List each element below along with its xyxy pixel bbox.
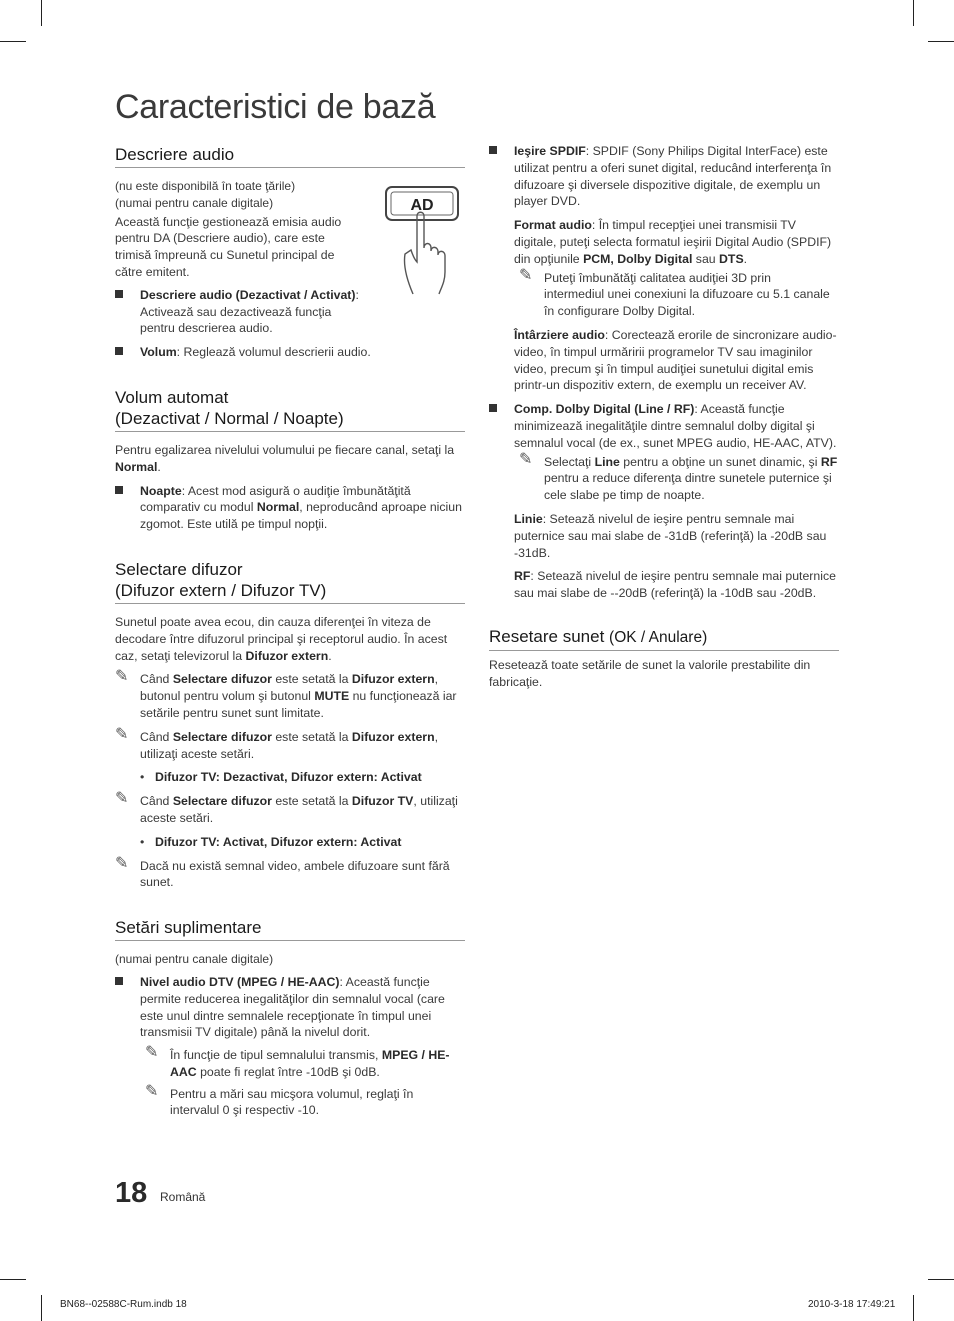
heading-line: (Difuzor extern / Difuzor TV) bbox=[115, 580, 327, 600]
option-text: , neproducând aproape niciun zgomot. Este utilă pe timpul nopţii. bbox=[140, 500, 462, 532]
text: Când bbox=[140, 672, 173, 687]
option-label: Difuzor extern bbox=[245, 648, 329, 663]
pencil-note-icon: ✎ bbox=[145, 1082, 159, 1100]
option-label: Difuzor extern bbox=[351, 672, 435, 687]
option-label: Difuzor TV bbox=[351, 794, 414, 809]
pencil-note-icon: ✎ bbox=[115, 725, 129, 743]
text: . bbox=[157, 459, 161, 474]
availability-note: (nu este disponibilă în toate ţările) bbox=[115, 179, 296, 193]
text: este setată la bbox=[271, 729, 352, 744]
list-item bbox=[489, 143, 839, 210]
crop-mark bbox=[41, 0, 42, 26]
text: Dacă nu există semnal video, ambele difuzoare sunt fără sunet. bbox=[140, 858, 450, 890]
text: poate fi reglat între -10dB şi 0dB. bbox=[196, 1064, 380, 1079]
section-heading-additional-settings: Setări suplimentare bbox=[115, 917, 465, 941]
print-slug-date: 2010-3-18 17:49:21 bbox=[808, 1299, 896, 1310]
note-item bbox=[115, 854, 465, 892]
text: Pentru egalizarea nivelului volumului pe fiecare canal, setaţi la bbox=[115, 442, 455, 457]
section-heading-speaker-select bbox=[115, 559, 465, 604]
option-label: Noapte bbox=[140, 483, 182, 498]
heading-line: Volum automat bbox=[115, 387, 229, 407]
note-item bbox=[145, 1044, 465, 1081]
option-text: : Acest mod asigură o audiţie îmbunătăţită comparativ cu modul bbox=[140, 483, 411, 515]
page-number: 18 bbox=[115, 1177, 148, 1209]
note-item bbox=[115, 790, 465, 827]
pencil-note-icon: ✎ bbox=[115, 668, 129, 686]
heading-subtitle: (OK / Anulare) bbox=[609, 628, 708, 646]
text: pentru a obţine un sunet dinamic, şi bbox=[619, 454, 821, 469]
list-item bbox=[115, 974, 465, 1041]
option-label: MPEG / HE-AAC bbox=[170, 1048, 450, 1079]
pencil-note-icon: ✎ bbox=[519, 266, 533, 284]
setting-value: Difuzor TV: Activat, Difuzor extern: Activat bbox=[155, 834, 402, 849]
option-text: : Activează sau dezactivează funcţia pentru descrierea audio. bbox=[140, 287, 359, 336]
option-label: Comp. Dolby Digital (Line / RF) bbox=[514, 402, 695, 417]
section-heading-auto-volume bbox=[115, 387, 465, 432]
text: : Corectează erorile de sincronizare audio-video, în timpul urmăririi programelor TV sau imaginilor video, precum şi în timpul audiţiei sunetului digital emis printr-un dispozitiv extern, de exemplu un receiver AV. bbox=[514, 327, 837, 393]
option-label: RF bbox=[820, 454, 838, 469]
crop-mark bbox=[0, 1279, 26, 1280]
option-label: Line bbox=[594, 454, 620, 469]
crop-mark bbox=[913, 1295, 914, 1321]
option-label: Selectare difuzor bbox=[172, 729, 272, 744]
setting-value: Difuzor TV: Dezactivat, Difuzor extern: Activat bbox=[155, 770, 422, 785]
option-label: Normal bbox=[115, 459, 158, 474]
option-label: PCM, Dolby Digital bbox=[583, 251, 693, 266]
text: pentru a reduce diferenţa dintre sunetele puternice şi cele slabe pe timp de noapte. bbox=[544, 471, 832, 503]
pencil-note-icon: ✎ bbox=[519, 450, 533, 468]
line-paragraph bbox=[489, 511, 839, 561]
list-item bbox=[115, 287, 365, 337]
text: nu funcţionează iar setările pentru sunet sunt limitate. bbox=[140, 689, 457, 720]
text: : Setează nivelul de ieşire pentru semnale mai puternice sau mai slabe de -31dB (referinţă) la -20dB sau -31dB. bbox=[514, 511, 827, 560]
list-item bbox=[115, 769, 465, 786]
crop-mark bbox=[928, 41, 954, 42]
option-label: Normal bbox=[256, 500, 300, 515]
text: este setată la bbox=[271, 672, 352, 687]
text: În funcţie de tipul semnalului transmis, bbox=[170, 1048, 382, 1063]
crop-mark bbox=[41, 1295, 42, 1321]
option-label: Difuzor extern bbox=[351, 729, 435, 744]
option-text: : Această funcţie permite reducerea inegalităţilor din semnalul vocal (care este unul dintre semnalele recepţionate în timpul unei transmisii TV digitale) până la nivelul dorit. bbox=[140, 974, 445, 1040]
note-item bbox=[519, 266, 834, 320]
rf-paragraph bbox=[489, 568, 839, 602]
text: : În timpul recepţiei unei transmisii TV digitale, puteţi selecta formatul ieşirii Digital Audio (SPDIF) din opţiunile bbox=[514, 218, 832, 266]
ad-button-hand-icon bbox=[383, 184, 465, 296]
section-heading-audio-description: Descriere audio bbox=[115, 144, 465, 168]
list-item bbox=[115, 483, 465, 533]
option-label: RF bbox=[514, 569, 531, 584]
section-heading-reset-sound bbox=[489, 626, 839, 651]
option-label: Ieşire SPDIF bbox=[514, 144, 586, 158]
crop-mark bbox=[928, 1279, 954, 1280]
text: , butonul pentru volum şi butonul bbox=[140, 672, 439, 704]
pencil-note-icon: ✎ bbox=[115, 790, 129, 808]
reset-sound-text: Resetează toate setările de sunet la valorile prestabilite din fabricaţie. bbox=[489, 657, 811, 689]
text: Selectaţi bbox=[544, 454, 595, 469]
note-item bbox=[115, 725, 465, 763]
note-item bbox=[519, 450, 839, 504]
audio-description-section bbox=[115, 178, 465, 361]
option-label: Volum bbox=[140, 345, 177, 360]
text: , utilizaţi aceste setări. bbox=[140, 794, 458, 825]
option-text: : Reglează volumul descrierii audio. bbox=[176, 345, 371, 360]
format-audio-paragraph bbox=[489, 217, 839, 267]
crop-mark bbox=[0, 41, 26, 42]
page-title: Caracteristici de bază bbox=[115, 88, 436, 126]
option-label: MUTE bbox=[314, 689, 350, 704]
print-slug-file: BN68--02588C-Rum.indb 18 bbox=[60, 1299, 187, 1310]
note-item bbox=[145, 1082, 465, 1120]
note-item bbox=[115, 668, 465, 721]
text: Pentru a mări sau micşora volumul, reglaţi în intervalul 0 şi respectiv -10. bbox=[170, 1086, 414, 1118]
text: : Setează nivelul de ieşire pentru semnale mai puternice sau mai slabe de --20dB (referinţă) la -10dB sau -20dB. bbox=[514, 569, 836, 601]
text: Când bbox=[140, 794, 173, 809]
option-label: Linie bbox=[514, 511, 543, 526]
option-label: DTS bbox=[719, 251, 744, 266]
crop-mark bbox=[913, 0, 914, 26]
option-label: Întârziere audio bbox=[514, 327, 605, 342]
heading-line: Selectare difuzor bbox=[115, 559, 243, 579]
digital-channels-note: (numai pentru canale digitale) bbox=[115, 195, 274, 210]
heading-line: (Dezactivat / Normal / Noapte) bbox=[115, 408, 344, 428]
text: sau bbox=[692, 251, 720, 266]
text: , utilizaţi aceste setări. bbox=[140, 729, 439, 761]
option-label: Selectare difuzor bbox=[172, 794, 272, 809]
text: Puteţi îmbunătăţi calitatea audiţiei 3D prin intermediul unei conexiuni la difuzoare cu 5.1 canale în configurare Dolby Digital. bbox=[544, 270, 830, 319]
audio-description-intro: Această funcţie gestionează emisia audio pentru DA (Descriere audio), care este trimisă împreună cu Sunetul principal de către emitent. bbox=[115, 214, 342, 279]
left-column bbox=[115, 144, 465, 1119]
text: . bbox=[743, 251, 748, 266]
option-label: Selectare difuzor bbox=[172, 672, 272, 687]
pencil-note-icon: ✎ bbox=[115, 854, 129, 872]
right-column bbox=[489, 143, 839, 691]
text: Sunetul poate avea ecou, din cauza diferenţei în viteza de decodare între difuzorul principal şi receptorul audio. În acest caz, setaţi televizorul la bbox=[115, 614, 448, 663]
text: . bbox=[328, 648, 332, 663]
ad-button-label: AD bbox=[410, 197, 434, 214]
list-item bbox=[115, 834, 465, 851]
option-label: Descriere audio (Dezactivat / Activat) bbox=[140, 287, 356, 302]
page-language: Română bbox=[160, 1190, 206, 1204]
pencil-note-icon: ✎ bbox=[145, 1044, 159, 1062]
speaker-select-intro bbox=[115, 614, 465, 664]
audio-delay-paragraph bbox=[489, 327, 839, 394]
auto-volume-intro bbox=[115, 442, 465, 476]
list-item bbox=[115, 344, 465, 361]
digital-channels-note: (numai pentru canale digitale) bbox=[115, 952, 274, 967]
list-item bbox=[489, 401, 839, 451]
option-text: : SPDIF (Sony Philips Digital InterFace) este utilizat pentru a oferi sunet digital, reducând interferenţa în difuzoare şi diversele dispozitive digitale, de exemplu un player DVD. bbox=[514, 144, 832, 209]
heading-line: Resetare sunet bbox=[489, 626, 605, 646]
option-label: Nivel audio DTV (MPEG / HE-AAC) bbox=[140, 974, 340, 989]
text: Când bbox=[140, 729, 173, 744]
option-label: Format audio bbox=[514, 218, 592, 233]
text: este setată la bbox=[271, 794, 352, 809]
option-text: : Această funcţie minimizează inegalităţile dintre semnalul dolby digital şi semnalul vocal (de ex., sunet MPEG audio, HE-AAC, ATV). bbox=[514, 402, 837, 450]
